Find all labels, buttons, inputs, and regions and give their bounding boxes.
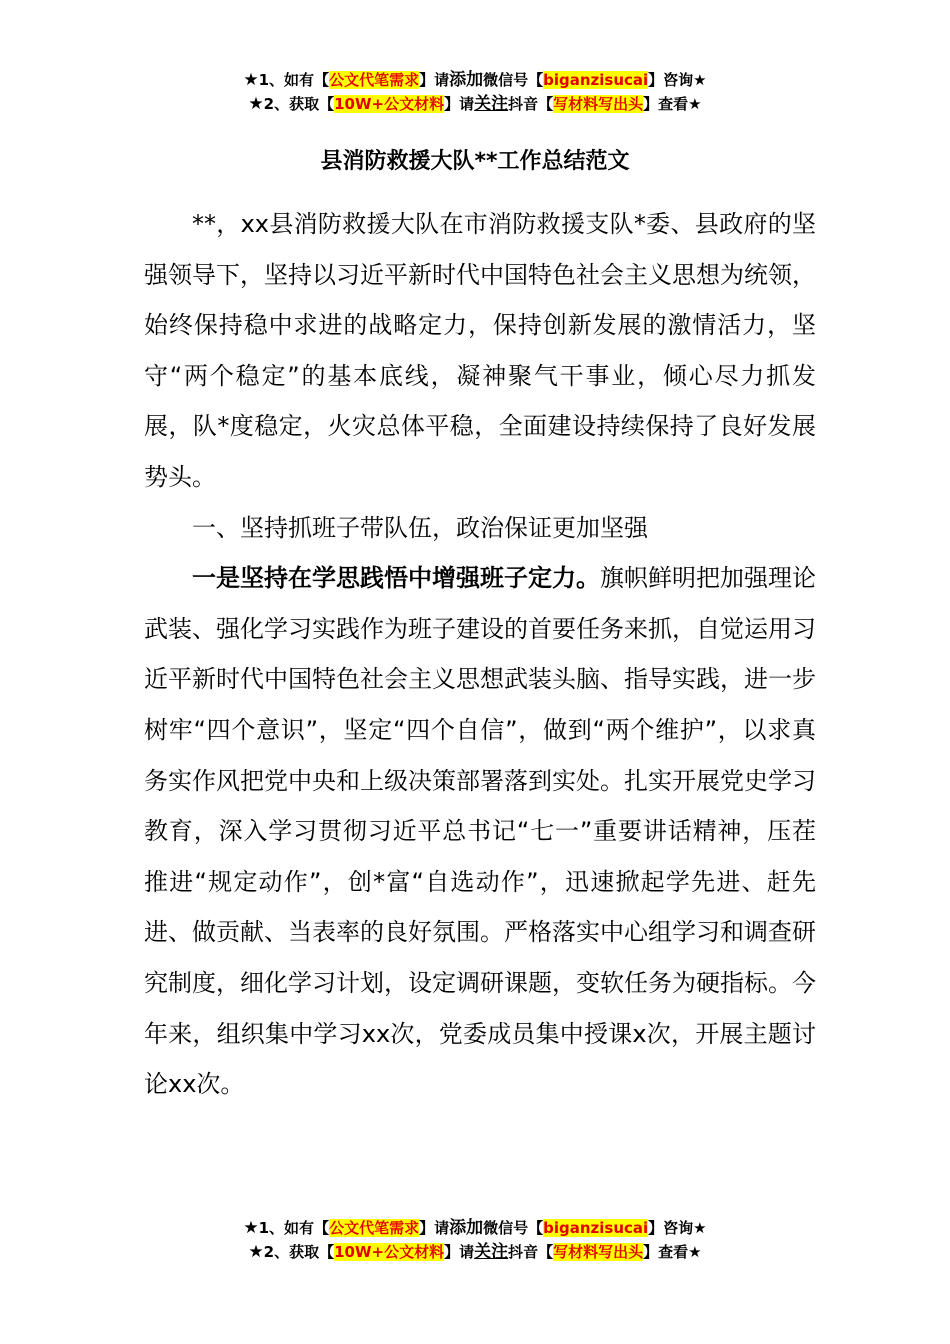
paragraph-section-1 <box>144 553 816 1110</box>
promo-text: 】请 <box>444 1243 475 1261</box>
promo-emphasis: 添加 <box>449 1218 484 1238</box>
promo-text: 2、获取【 <box>263 1243 335 1261</box>
paragraph-lead: 一是坚持在学思践悟中增强班子定力。 <box>192 564 600 593</box>
paragraph-intro: **，xx县消防救援大队在市消防救援支队*委、县政府的坚强领导下，坚持以习近平新时代中国特色社会主义思想为统领，始终保持稳中求进的战略定力，保持创新发展的激情活力，坚守“两个稳定”的基本底线，凝神聚气干事业，倾心尽力抓发展，队*度稳定，火灾总体平稳，全面建设持续保持了良好发展势头。 <box>144 210 816 491</box>
promo-text: 】咨询★ <box>648 71 707 89</box>
promo-highlight: 10W+公文材料 <box>334 1243 445 1261</box>
star-icon: ★ <box>248 94 264 114</box>
promo-line-2 <box>0 1240 950 1264</box>
promo-emphasis: 关注 <box>474 1242 509 1262</box>
promo-line-1 <box>0 1216 950 1240</box>
section-heading: 一、坚持抓班子带队伍，政治保证更加坚强 <box>192 513 648 542</box>
promo-highlight: 10W+公文材料 <box>334 95 445 113</box>
promo-douyin-id: 写材料写出头 <box>553 1243 644 1261</box>
promo-text: 】查看★ <box>643 1243 702 1261</box>
promo-text: 抖音【 <box>508 95 554 113</box>
paragraph-text: 旗帜鲜明把加强理论武装、强化学习实践作为班子建设的首要任务来抓，自觉运用习近平新时代中国特色社会主义思想武装头脑、指导实践，进一步树牢“四个意识”，坚定“四个自信”，做到“两个维护”，以求真务实作风把党中央和上级决策部署落到实处。扎实开展党史学习教育，深入学习贯彻习近平总书记“七一”重要讲话精神，压茬推进“规定动作”，创*富“自选动作”，迅速掀起学先进、赶先进、做贡献、当表率的良好氛围。严格落实中心组学习和调查研究制度，细化学习计划，设定调研课题，变软任务为硬指标。今年来，组织集中学习xx次，党委成员集中授课x次，开展主题讨论xx次。 <box>144 564 816 1099</box>
promo-text: 抖音【 <box>508 1243 554 1261</box>
promo-line-1 <box>0 68 950 92</box>
promo-text: 】查看★ <box>643 95 702 113</box>
promo-text: 】请 <box>444 95 475 113</box>
promo-wechat-id: biganzisucai <box>543 1219 649 1237</box>
promo-text: 微信号【 <box>483 1219 544 1237</box>
star-icon: ★ <box>243 70 259 90</box>
promo-line-2 <box>0 92 950 116</box>
promo-text: 】请 <box>419 71 450 89</box>
document-title: 县消防救援大队**工作总结范文 <box>320 149 630 174</box>
document-body <box>144 199 816 1110</box>
promo-text: 2、获取【 <box>263 95 335 113</box>
star-icon: ★ <box>243 1218 259 1238</box>
promo-emphasis: 添加 <box>449 70 484 90</box>
promo-text: 】请 <box>419 1219 450 1237</box>
promo-text: 1、如有【 <box>258 71 330 89</box>
promo-douyin-id: 写材料写出头 <box>553 95 644 113</box>
promo-text: 】咨询★ <box>648 1219 707 1237</box>
promo-emphasis: 关注 <box>474 94 509 114</box>
promo-wechat-id: biganzisucai <box>543 71 649 89</box>
promo-text: 1、如有【 <box>258 1219 330 1237</box>
promo-highlight: 公文代笔需求 <box>329 71 420 89</box>
promo-highlight: 公文代笔需求 <box>329 1219 420 1237</box>
promo-text: 微信号【 <box>483 71 544 89</box>
promo-footer <box>0 1216 950 1264</box>
promo-header <box>0 68 950 116</box>
star-icon: ★ <box>248 1242 264 1262</box>
